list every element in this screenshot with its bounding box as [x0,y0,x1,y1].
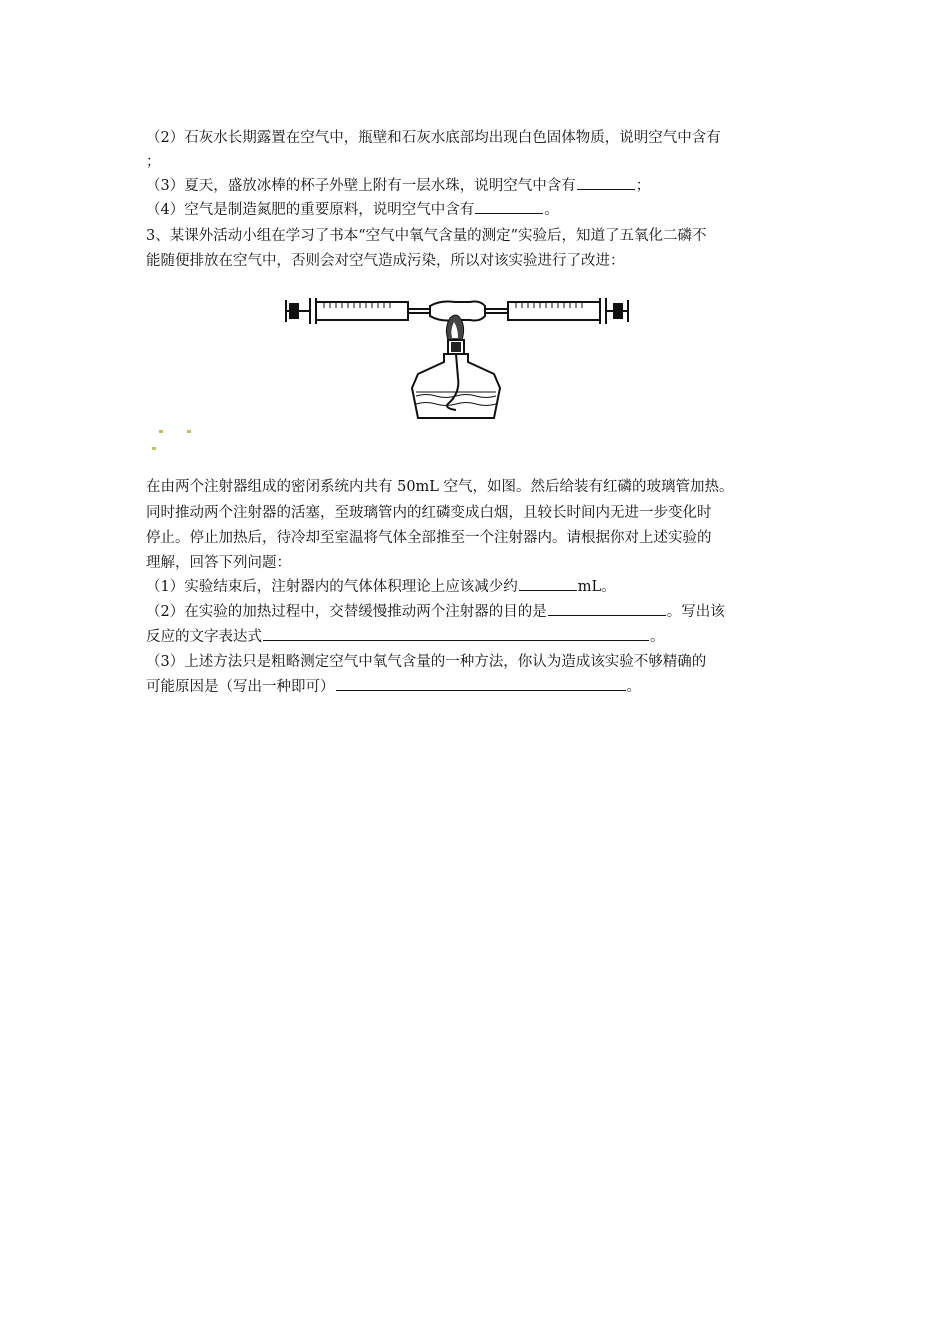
q3-intro-line2: 能随便排放在空气中，否则会对空气造成污染，所以对该实验进行了改进： [146,253,625,269]
q2-item3-text: （3）夏天，盛放冰棒的杯子外壁上附有一层水珠，说明空气中含有 [146,178,576,194]
answer-blank-item4[interactable] [475,199,543,214]
q3-sub1-text: （1）实验结束后，注射器内的气体体积理论上应该减少约 [146,579,518,595]
q3-sub1-unit: mL。 [577,579,616,595]
q3-sub2-line2 [146,626,665,648]
q3-sub2-mid: 。写出该 [666,604,725,620]
stray-mark [187,430,191,433]
stray-mark [159,430,163,433]
answer-blank-sub2-purpose[interactable] [548,601,666,616]
q3-desc-line1: 在由两个注射器组成的密闭系统内共有 50mL 空气，如图。然后给装有红磷的玻璃管加热。 [146,479,734,495]
q3-intro-line1: 3、某课外活动小组在学习了书本“空气中氧气含量的测定”实验后，知道了五氧化二磷不 [146,228,707,244]
stray-mark [152,447,156,450]
q3-sub2-line2-text: 反应的文字表达式 [146,629,262,645]
q3-sub1 [146,576,616,598]
q3-sub3-line1: （3）上述方法只是粗略测定空气中氧气含量的一种方法，你认为造成该实验不够精确的 [146,654,707,670]
q3-sub3-line2 [146,676,641,698]
answer-blank-item3[interactable] [577,175,635,190]
answer-blank-sub1[interactable] [519,576,577,591]
q2-item4-end: 。 [544,202,559,218]
q2-item3 [146,175,650,197]
answer-blank-sub3[interactable] [336,676,626,691]
q3-desc-line4: 理解，回答下列问题： [146,555,291,571]
q2-item4 [146,199,559,221]
answer-blank-sub2-equation[interactable] [263,626,649,641]
q3-sub3-end: 。 [626,679,641,695]
q2-item4-text: （4）空气是制造氮肥的重要原料，说明空气中含有 [146,202,475,218]
q2-item2-line1: （2）石灰水长期露置在空气中，瓶壁和石灰水底部均出现白色固体物质，说明空气中含有 [146,130,721,146]
q3-sub2-line1 [146,601,725,623]
q3-sub2-end: 。 [650,629,665,645]
syringe-apparatus-figure [280,292,632,424]
q3-desc-line2: 同时推动两个注射器的活塞，至玻璃管内的红磷变成白烟，且较长时间内无进一步变化时 [146,505,712,521]
q3-sub2-text: （2）在实验的加热过程中，交替缓慢推动两个注射器的目的是 [146,604,547,620]
q2-item3-end: ； [635,178,651,194]
q2-item2-line2: ； [146,154,161,170]
q3-desc-line3: 停止。停止加热后，待冷却至室温将气体全部推至一个注射器内。请根据你对上述实验的 [146,530,712,546]
q3-sub3-line2-text: 可能原因是（写出一种即可） [146,679,335,695]
